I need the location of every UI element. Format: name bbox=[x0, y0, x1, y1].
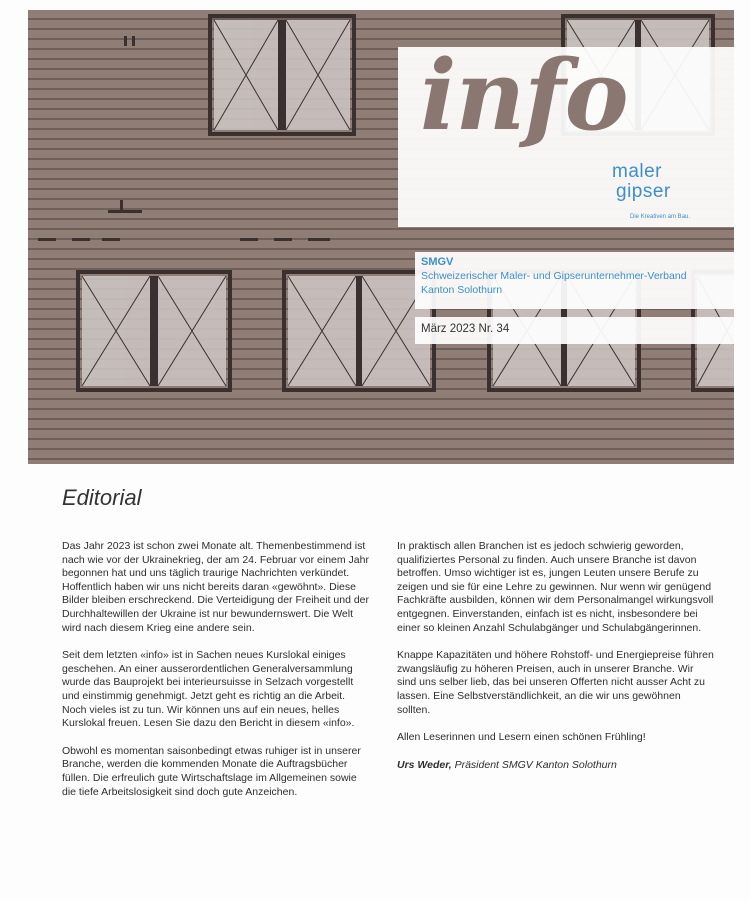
org-canton: Kanton Solothurn bbox=[421, 284, 503, 296]
editorial-heading: Editorial bbox=[62, 485, 142, 510]
logo-maler: maler bbox=[612, 161, 663, 182]
logo-gipser: gipser bbox=[616, 181, 671, 202]
paragraph: In praktisch allen Branchen ist es jedoch schwierig geworden, qualifiziertes Personal zu finden. Auch unsere Branche ist davon betroffen. Umso wichtiger ist es, jungen Leuten unsere Berufe zu zeigen und sie für eine Lehre zu gewinnen. Nur wenn wir genügend Fachkräfte ausbilden, können wir dem Personalmangel wirkungsvoll entgegnen. Einverstanden, einfach ist es nicht, insbesondere bei einer so kleinen Anzahl Schulabgänger und Schulabgängerinnen. bbox=[397, 540, 714, 634]
article-column-left bbox=[62, 540, 370, 813]
paragraph: Knappe Kapazitäten und höhere Rohstoff- und Energiepreise führen zwangsläufig zu höheren Preisen, auch in unserer Branche. Wir sind uns selber lieb, das bei unseren Offerten nicht ausser Acht zu lassen. Eine Selbstverständlichkeit, an die wir uns gewöhnen sollten. bbox=[397, 649, 714, 716]
masthead-title: info bbox=[420, 39, 628, 152]
article-column-right bbox=[397, 540, 715, 786]
paragraph: Allen Leserinnen und Lesern einen schönen Frühling! bbox=[397, 731, 646, 744]
cover-photo bbox=[28, 10, 734, 464]
masthead-box bbox=[398, 39, 734, 227]
logo-tagline: Die Kreativen am Bau. bbox=[630, 214, 691, 220]
org-name: Schweizerischer Maler- und Gipserunternehmer-Verband bbox=[421, 270, 687, 282]
publisher-box bbox=[415, 252, 734, 309]
org-abbreviation: SMGV bbox=[421, 256, 454, 268]
signature bbox=[397, 759, 715, 773]
paragraph: Das Jahr 2023 ist schon zwei Monate alt. Themenbestimmend ist nach wie vor der Ukrainekrieg, der am 24. Februar vor einem Jahr begonnen hat und uns täglich traurige Nachrichten verkündet. Hoffentlich haben wir uns nicht bereits daran «gewöhnt». Diese Bilder bleiben erschreckend. Die Verteidigung der Freiheit und der Durchhaltewillen der Ukraine ist nur bewundernswert. Die Welt wird nach diesem Krieg eine andere sein. bbox=[62, 540, 370, 634]
signature-name: Urs Weder, bbox=[397, 758, 452, 771]
issue-box bbox=[415, 317, 734, 344]
paragraph: Obwohl es momentan saisonbedingt etwas ruhiger ist in unserer Branche, werden die kommenden Monate die Auftragsbücher füllen. Die erfreulich gute Wirtschaftslage im Allgemeinen sowie die tiefe Arbeitslosigkeit sind doch gute Anzeichen. bbox=[62, 744, 361, 798]
issue-date: März 2023 Nr. 34 bbox=[421, 323, 510, 335]
signature-role: Präsident SMGV Kanton Solothurn bbox=[454, 758, 617, 771]
paragraph: Seit dem letzten «info» ist in Sachen neues Kurslokal einiges geschehen. An einer ausserordentlichen Generalversammlung wurde das Bauprojekt bei interieursuisse in Selzach vorgestellt und einstimmig genehmigt. Jetzt geht es richtig an die Arbeit. Noch vieles ist zu tun. Wir können uns auf ein neues, helles Kurslokal freuen. Lesen Sie dazu den Bericht in diesem «info». bbox=[62, 649, 355, 730]
